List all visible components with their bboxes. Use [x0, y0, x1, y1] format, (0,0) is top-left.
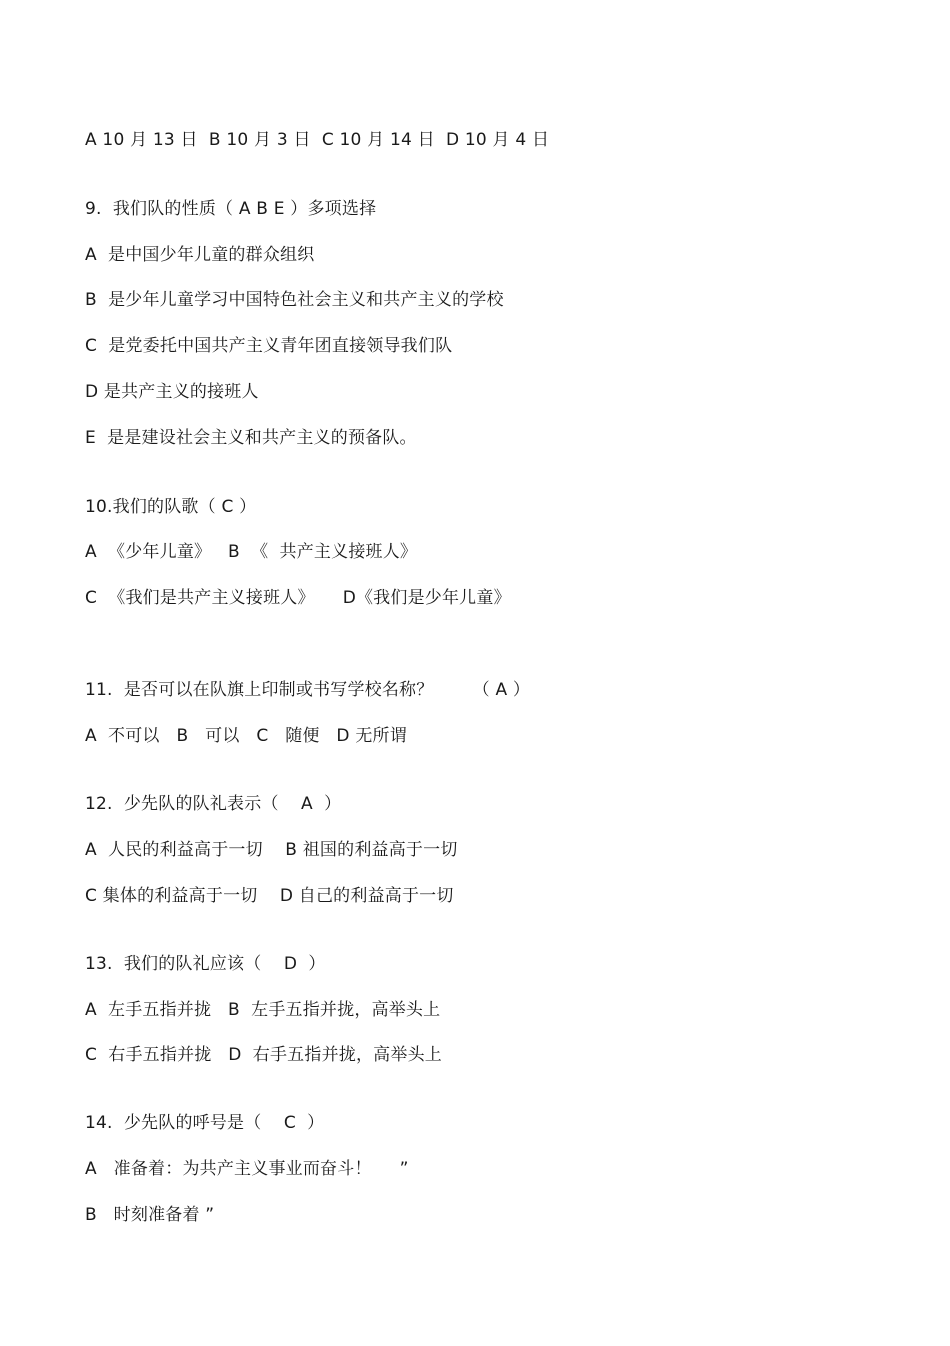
q9-option-b: B 是少年儿童学习中国特色社会主义和共产主义的学校: [85, 290, 504, 310]
q14-option-a: A 准备着：为共产主义事业而奋斗！ ”: [85, 1159, 409, 1179]
q13-question: 13. 我们的队礼应该（ D ）: [85, 954, 326, 974]
q14-question: 14. 少先队的呼号是（ C ）: [85, 1113, 325, 1133]
q12-options-cd: C 集体的利益高于一切 D 自己的利益高于一切: [85, 886, 454, 906]
q11-question: 11. 是否可以在队旗上印制或书写学校名称？ （ A ）: [85, 680, 531, 700]
q8-options: A 10 月 13 日 B 10 月 3 日 C 10 月 14 日 D 10 月 4 日: [85, 130, 550, 150]
q14-option-b: B 时刻准备着 ”: [85, 1205, 215, 1225]
q12-question: 12. 少先队的队礼表示（ A ）: [85, 794, 342, 814]
q10-question: 10.我们的队歌（ C ）: [85, 497, 257, 517]
q12-options-ab: A 人民的利益高于一切 B 祖国的利益高于一切: [85, 840, 458, 860]
q13-options-cd: C 右手五指并拢 D 右手五指并拢，高举头上: [85, 1045, 442, 1065]
q9-option-c: C 是党委托中国共产主义青年团直接领导我们队: [85, 336, 453, 356]
q9-question: 9. 我们队的性质（ A B E ）多项选择: [85, 199, 377, 219]
q9-option-a: A 是中国少年儿童的群众组织: [85, 245, 315, 265]
q9-option-e: E 是是建设社会主义和共产主义的预备队。: [85, 428, 417, 448]
q10-options-cd: C 《我们是共产主义接班人》 D《我们是少年儿童》: [85, 588, 511, 608]
q10-options-ab: A 《少年儿童》 B 《 共产主义接班人》: [85, 542, 418, 562]
q11-options: A 不可以 B 可以 C 随便 D 无所谓: [85, 726, 407, 746]
q13-options-ab: A 左手五指并拢 B 左手五指并拢，高举头上: [85, 1000, 441, 1020]
q9-option-d: D 是共产主义的接班人: [85, 382, 259, 402]
